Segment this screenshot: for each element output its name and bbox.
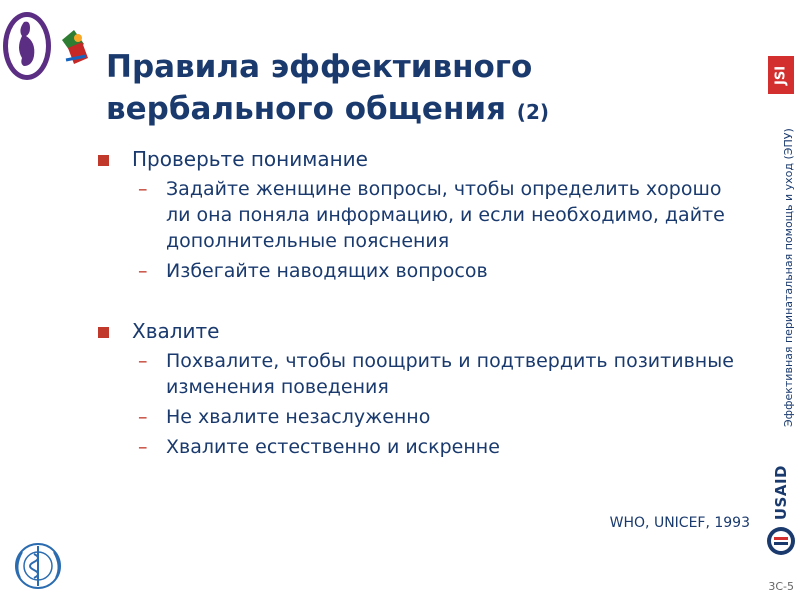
- usaid-seal-icon: [766, 526, 796, 556]
- sub-bullet: [98, 434, 738, 460]
- dash-icon: –: [138, 406, 148, 428]
- title-line-2: [106, 88, 746, 133]
- sub-bullet: [98, 176, 738, 254]
- dash-icon: –: [138, 178, 148, 200]
- usaid-logo-text: USAID: [772, 465, 790, 521]
- slide-number: 3С-5: [768, 580, 794, 593]
- title-line-2-text: вербального общения: [106, 91, 506, 127]
- sub-bullet: [98, 404, 738, 430]
- bullet-label: Хвалите: [132, 319, 220, 343]
- bullet-list: [98, 146, 738, 460]
- sub-bullet: [98, 258, 738, 284]
- usaid-logo: [764, 448, 798, 538]
- pregnancy-logo-icon: [0, 6, 54, 86]
- bullet-square-icon: [98, 327, 109, 338]
- jsi-logo: JSI: [768, 56, 794, 94]
- decorative-graphic-icon: [58, 8, 96, 84]
- bullet-item: [98, 318, 738, 344]
- sub-bullet: [98, 348, 738, 400]
- citation: WHO, UNICEF, 1993: [609, 515, 750, 531]
- title-number: (2): [516, 100, 549, 124]
- sub-bullet-text: Не хвалите незаслуженно: [166, 406, 431, 428]
- vertical-caption: Эффективная перинатальная помощь и уход (ЭПУ): [782, 128, 795, 428]
- slide-title: [106, 46, 746, 133]
- sub-bullet-text: Избегайте наводящих вопросов: [166, 260, 488, 282]
- bullet-label: Проверьте понимание: [132, 147, 368, 171]
- dash-icon: –: [138, 436, 148, 458]
- sub-bullet-text: Хвалите естественно и искренне: [166, 436, 500, 458]
- sub-bullet-text: Задайте женщине вопросы, чтобы определить хорошо ли она поняла информацию, и если необходимо, дайте дополнительные пояснения: [166, 178, 725, 252]
- dash-icon: –: [138, 260, 148, 282]
- bullet-item: [98, 146, 738, 172]
- who-emblem-icon: [10, 538, 66, 594]
- dash-icon: –: [138, 350, 148, 372]
- title-line-1: Правила эффективного: [106, 49, 533, 85]
- bullet-square-icon: [98, 155, 109, 166]
- sub-bullet-text: Похвалите, чтобы поощрить и подтвердить позитивные изменения поведения: [166, 350, 734, 398]
